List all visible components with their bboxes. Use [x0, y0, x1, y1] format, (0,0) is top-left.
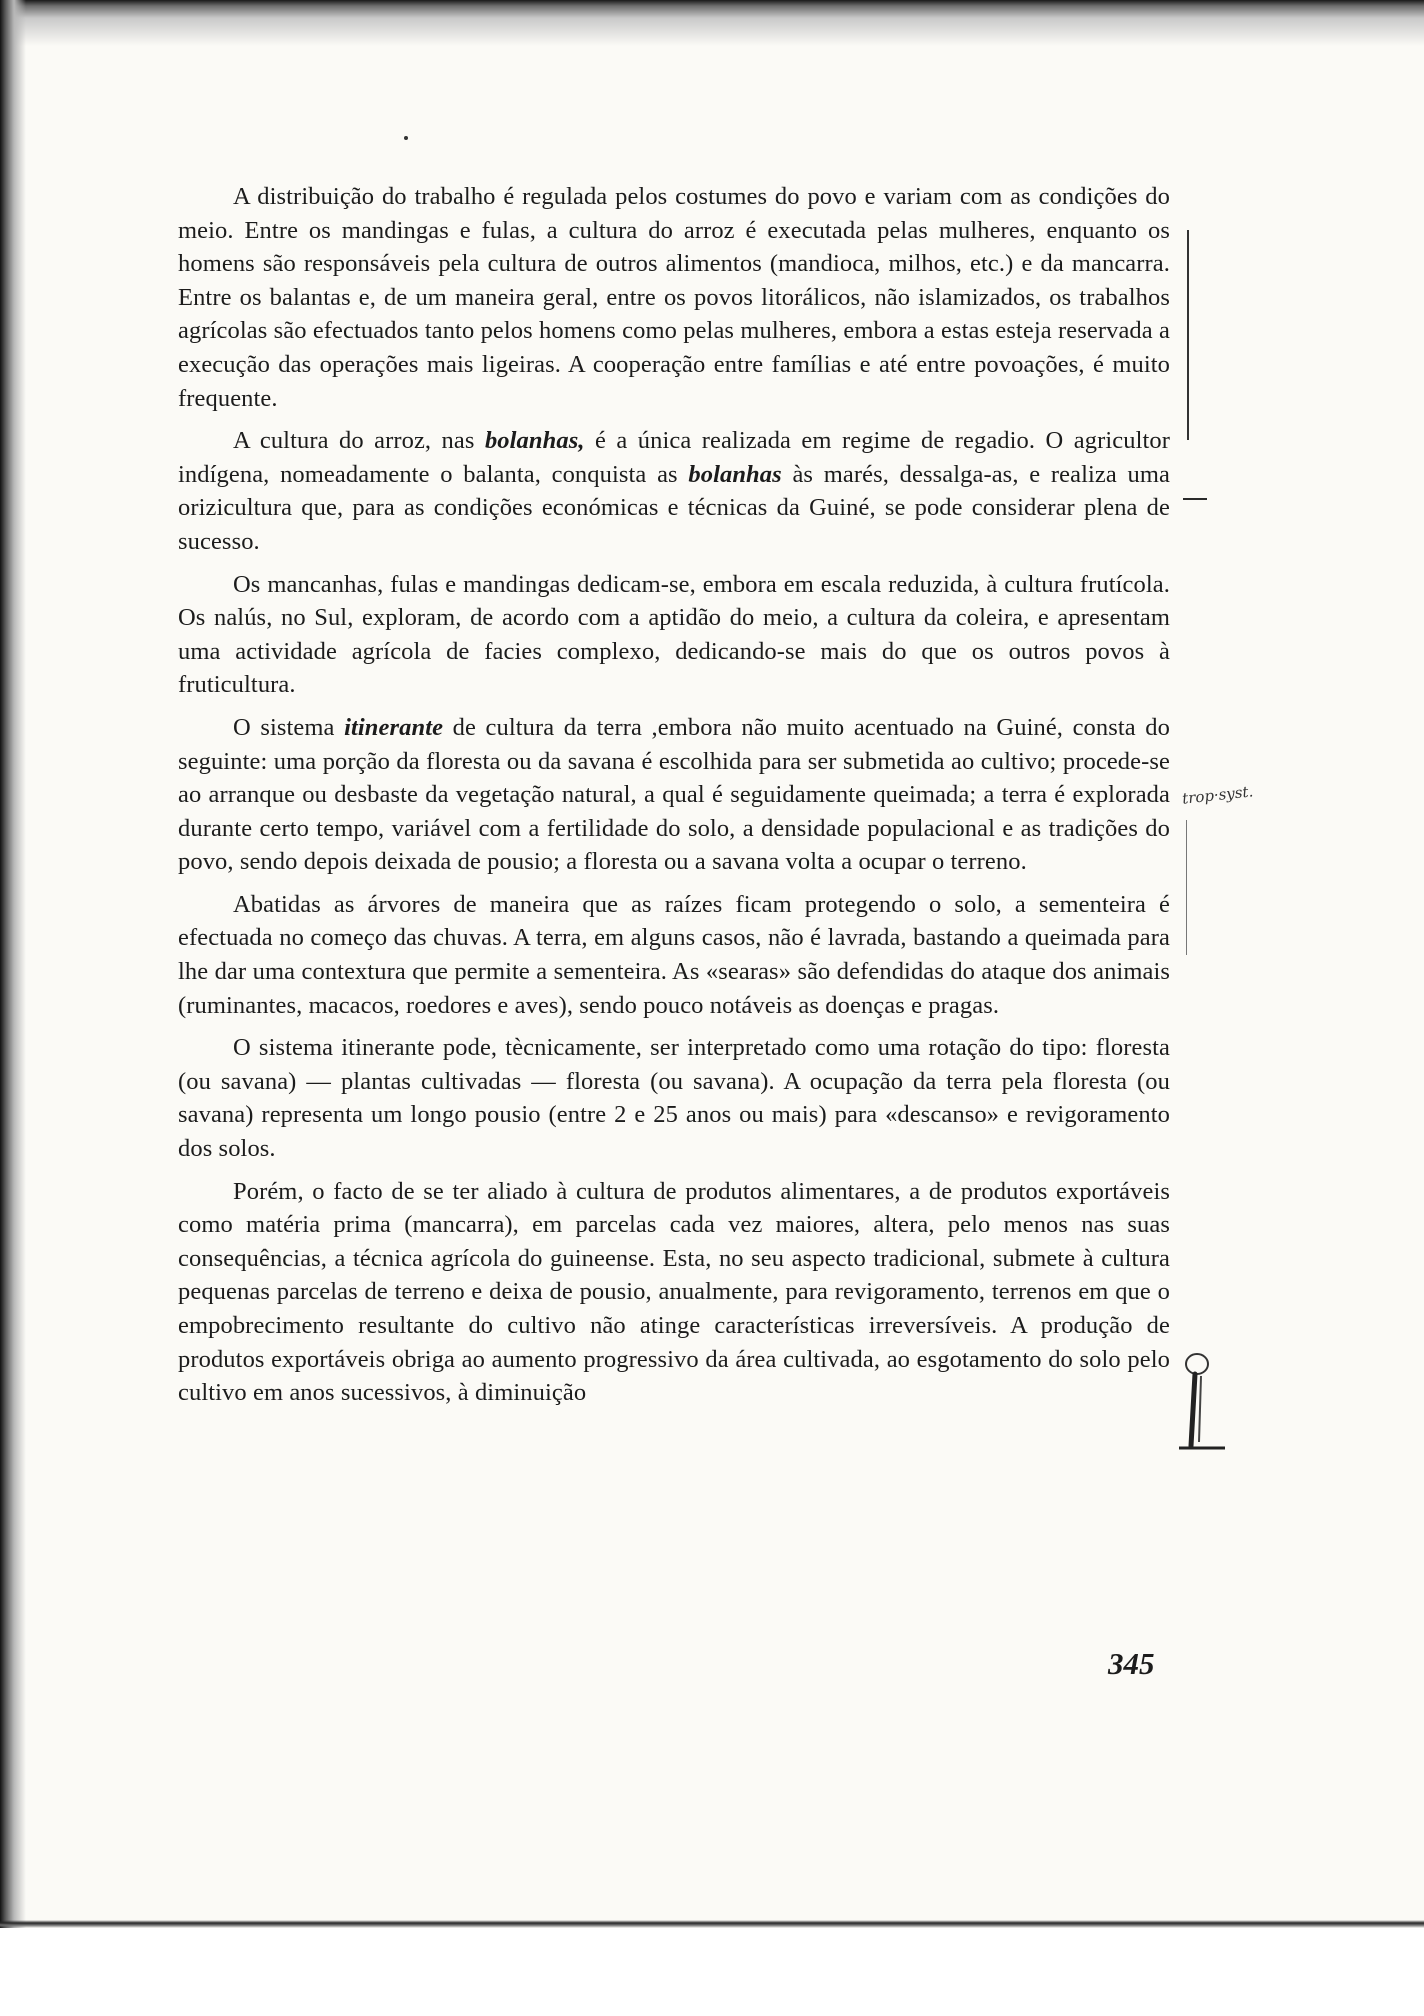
- margin-dash-mark: [1183, 498, 1207, 500]
- handwritten-margin-note: trop·syst.: [1181, 782, 1255, 808]
- stray-mark: [404, 136, 408, 140]
- scan-left-shadow: [0, 0, 26, 1930]
- paragraph: Abatidas as árvores de maneira que as raízes ficam protegendo o solo, a sementeira é efectuada no começo das chuvas. A terra, em alguns casos, não é lavrada, bastando a queimada para lhe dar uma contextura que permite a sementeira. As «searas» são defendidas do ataque dos animais (ruminantes, macacos, roedores e aves), sendo pouco notáveis as doenças e pragas.: [178, 890, 1170, 1019]
- paragraph: A cultura do arroz, nas bolanhas, é a única realizada em regime de regadio. O agricultor indígena, nomeadamente o balanta, conquista as bolanhas às marés, dessalga-as, e realiza uma orizicultura que, para as condições económicas e técnicas da Guiné, se pode considerar plena de sucesso.: [178, 427, 1170, 555]
- scanner-background: [0, 1928, 1424, 2016]
- paragraph: Porém, o facto de se ter aliado à cultura de produtos alimentares, a de produtos exportáveis como matéria prima (mancarra), em parcelas cada vez maiores, altera, pelo menos nas suas consequências, a técnica agrícola do guineense. Esta, no seu aspecto tradicional, submete à cultura pequenas parcelas de terreno e deixa de pousio, anualmente, para revigoramento, terrenos em que o empobrecimento resultante do cultivo não atinge características irreversíveis. A produção de produtos exportáveis obriga ao aumento progressivo da área cultivada, ao esgotamento do solo pelo cultivo em anos sucessivos, à diminuição: [178, 1177, 1170, 1407]
- paragraph: O sistema itinerante de cultura da terra ,embora não muito acentuado na Guiné, consta do seguinte: uma porção da floresta ou da savana é escolhida para ser submetida ao cultivo; procede-se ao arranque ou desbaste da vegetação natural, a qual é seguidamente queimada; a terra é explorada durante certo tempo, variável com a fertilidade do solo, a densidade populacional e as tradições do povo, sendo depois deixada de pousio; a floresta ou a savana volta a ocupar o terreno.: [178, 713, 1171, 876]
- body-text: [178, 180, 1170, 1410]
- paragraph: O sistema itinerante pode, tècnicamente, ser interpretado como uma rotação do tipo: floresta (ou savana) — plantas cultivadas — floresta (ou savana). A ocupação da terra pela floresta (ou savana) representa um longo pousio (entre 2 e 25 anos ou mais) para «descanso» e revigoramento dos solos.: [178, 1034, 1170, 1163]
- margin-line-mark: [1187, 230, 1189, 440]
- handwritten-bracket-mark: [1175, 1350, 1245, 1460]
- paragraph: A distribuição do trabalho é regulada pelos costumes do povo e variam com as condições do meio. Entre os mandingas e fulas, a cultura do arroz é executada pelas mulheres, enquanto os homens são responsáveis pela cultura de outros alimentos (mandioca, milhos, etc.) e da mancarra. Entre os balantas e, de um maneira geral, entre os povos litorálicos, não islamizados, os trabalhos agrícolas são efectuados tanto pelos homens como pelas mulheres, embora a estas esteja reservada a execução das operações mais ligeiras. A cooperação entre famílias e até entre povoações, é muito frequente.: [178, 183, 1170, 412]
- page-bottom-edge: [0, 1920, 1424, 1928]
- scan-top-shadow: [0, 0, 1424, 46]
- margin-line-mark: [1186, 820, 1187, 955]
- paragraph: Os mancanhas, fulas e mandingas dedicam-se, embora em escala reduzida, à cultura frutícola. Os nalús, no Sul, exploram, de acordo com a aptidão do meio, a cultura da coleira, e apresentam uma actividade agrícola de facies complexo, dedicando-se mais do que os outros povos à fruticultura.: [178, 570, 1170, 699]
- page-number: 345: [1108, 1646, 1155, 1681]
